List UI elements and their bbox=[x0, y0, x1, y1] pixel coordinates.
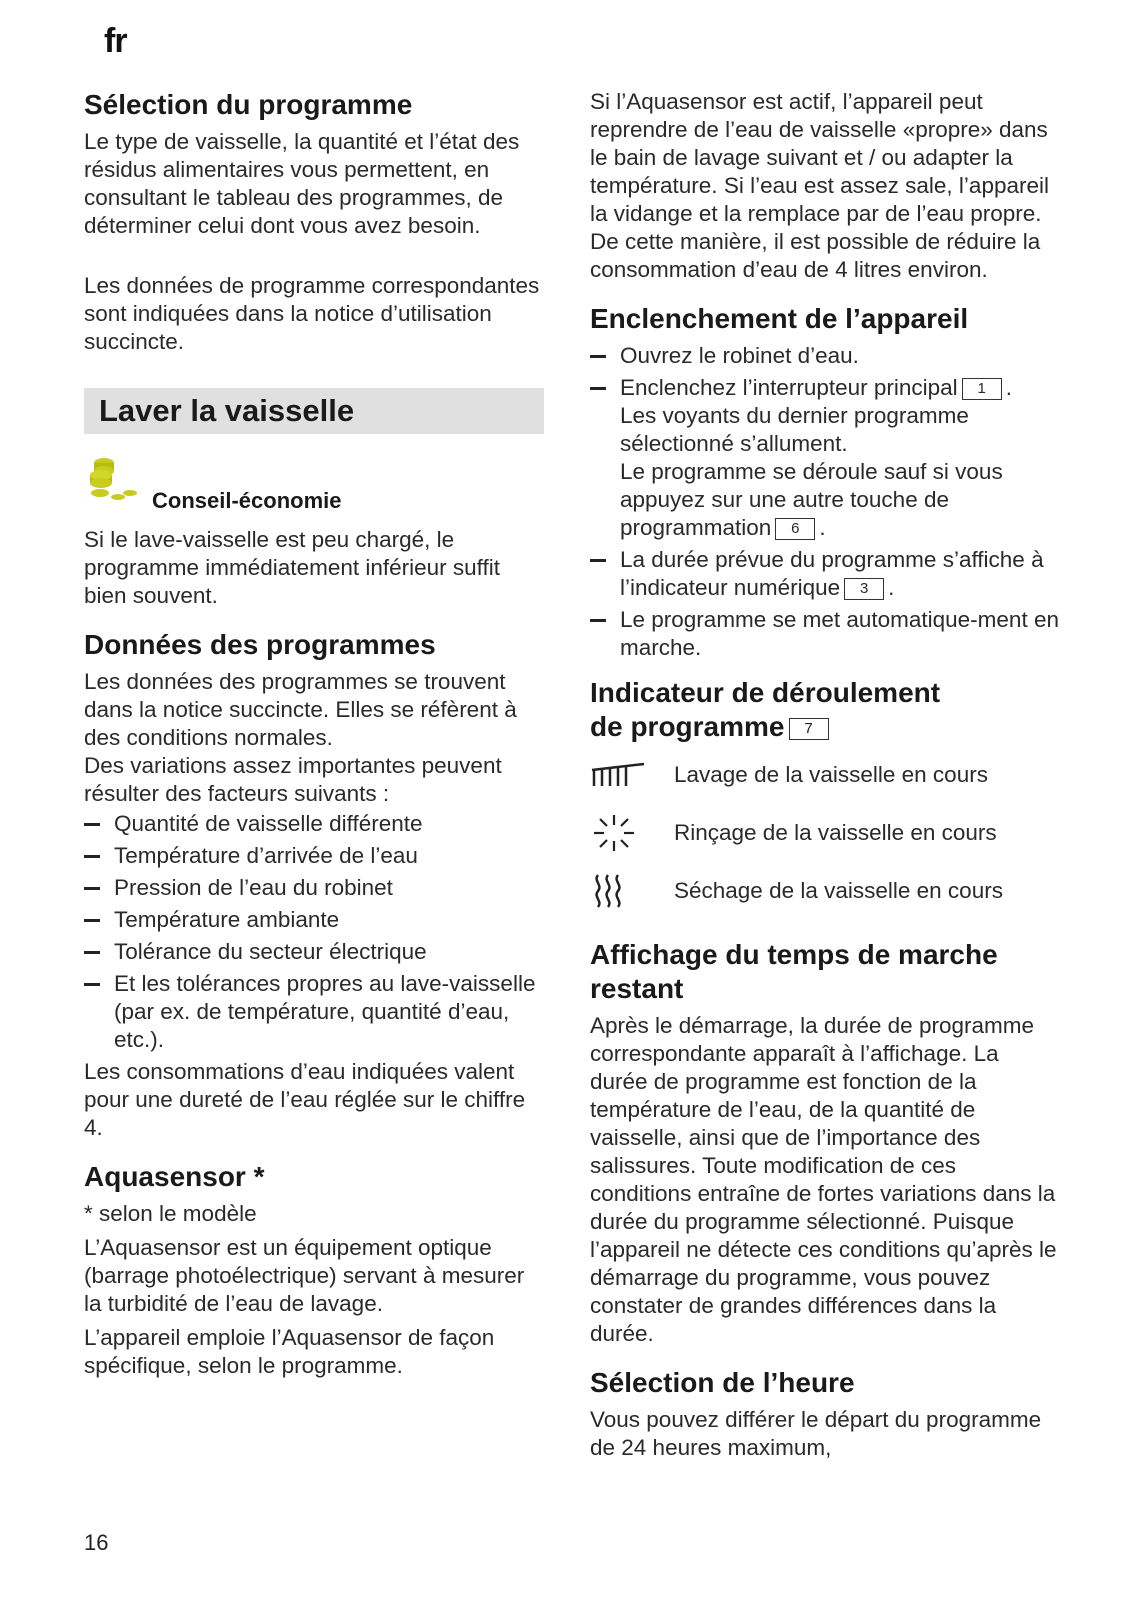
section-title-data: Données des programmes bbox=[84, 629, 436, 660]
aquasensor-paragraph-3: Si l’Aquasensor est actif, l’appareil peut reprendre de l’eau de vaisselle «propre» dans le bain de lavage suivant et / ou adapter la température. Si l’eau est assez sale, l’appareil la vidange et la remplace par de l’eau propre. De cette manière, il est possible de réduire la consommation d’eau de 4 litres environ. bbox=[590, 89, 1049, 282]
list-item: La durée prévue du programme s’affiche à l’indicateur numérique 3 . bbox=[590, 546, 1060, 602]
data-paragraph-1: Les données des programmes se trouvent dans la notice succincte. Elles se réfèrent à des conditions normales. bbox=[84, 669, 517, 750]
section-title-remaining-time: Affichage du temps de marche restant bbox=[590, 939, 998, 1004]
list-item: Le programme se met automatique-ment en marche. bbox=[590, 606, 1060, 662]
aquasensor-paragraph-2: L’appareil emploie l’Aquasensor de façon spécifique, selon le programme. bbox=[84, 1325, 495, 1378]
sparkle-icon bbox=[590, 813, 674, 853]
remaining-time-paragraph: Après le démarrage, la durée de programme correspondante apparaît à l’affichage. La durée de programme est fonction de la température de l’eau, de la quantité de vaisselle, ainsi que de l’importance des salissures. Toute modification de ces conditions entraîne de fortes variations dans la durée du programme sélectionné. Puisque l’appareil ne détecte ces conditions qu’après le démarrage du programme, vous pouvez constater de grandes différences dans la durée. bbox=[590, 1013, 1057, 1346]
language-code: fr bbox=[104, 22, 127, 60]
list-item: Pression de l’eau du robinet bbox=[84, 874, 544, 902]
indicator-wash-label: Lavage de la vaisselle en cours bbox=[674, 762, 988, 787]
aquasensor-note: * selon le modèle bbox=[84, 1201, 257, 1226]
indicator-row-dry bbox=[590, 862, 1060, 920]
list-item: Ouvrez le robinet d’eau. bbox=[590, 342, 1060, 370]
key-box: 1 bbox=[962, 378, 1002, 400]
left-column bbox=[84, 88, 544, 1380]
wash-icon bbox=[590, 760, 674, 790]
section-title-switch-on: Enclenchement de l’appareil bbox=[590, 303, 969, 334]
right-column bbox=[590, 88, 1060, 1462]
coins-icon bbox=[84, 453, 142, 514]
aquasensor-paragraph-1: L’Aquasensor est un équipement optique (barrage photoélectrique) servant à mesurer la turbidité de l’eau de lavage. bbox=[84, 1235, 525, 1316]
page-number: 16 bbox=[84, 1530, 109, 1555]
selection-paragraph-2: Les données de programme correspondantes sont indiquées dans la notice d’utilisation succincte. bbox=[84, 273, 540, 354]
section-band-laver: Laver la vaisselle bbox=[84, 388, 544, 434]
tip-header bbox=[84, 454, 544, 514]
tip-label: Conseil-économie bbox=[152, 488, 342, 513]
list-item: Quantité de vaisselle différente bbox=[84, 810, 544, 838]
section-title-selection: Sélection du programme bbox=[84, 89, 413, 120]
indicator-rinse-label: Rinçage de la vaisselle en cours bbox=[674, 820, 997, 845]
key-box: 3 bbox=[844, 578, 884, 600]
list-item: Enclenchez l’interrupteur principal 1 . Les voyants du dernier programme sélectionné s’allument. Le programme se déroule sauf si vous appuyez sur une autre touche de programmation 6 . bbox=[590, 374, 1060, 542]
data-paragraph-2: Des variations assez importantes peuvent résulter des facteurs suivants : bbox=[84, 753, 502, 806]
switch-on-steps bbox=[590, 342, 1060, 662]
factors-list bbox=[84, 810, 544, 1054]
data-paragraph-3: Les consommations d’eau indiquées valent pour une dureté de l’eau réglée sur le chiffre 4. bbox=[84, 1059, 526, 1140]
selection-paragraph-1: Le type de vaisselle, la quantité et l’état des résidus alimentaires vous permettent, en consultant le tableau des programmes, de déterminer celui dont vous avez besoin. bbox=[84, 129, 520, 238]
section-title-aquasensor: Aquasensor * bbox=[84, 1161, 265, 1192]
list-item: Tolérance du secteur électrique bbox=[84, 938, 544, 966]
section-title-time-selection: Sélection de l’heure bbox=[590, 1367, 855, 1398]
indicator-dry-label: Séchage de la vaisselle en cours bbox=[674, 878, 1003, 903]
list-item: Température d’arrivée de l’eau bbox=[84, 842, 544, 870]
section-title-indicator: Indicateur de déroulement de programme 7 bbox=[590, 677, 941, 742]
indicator-row-wash bbox=[590, 746, 1060, 804]
key-box: 6 bbox=[775, 518, 815, 540]
tip-text: Si le lave-vaisselle est peu chargé, le programme immédiatement inférieur suffit bien souvent. bbox=[84, 527, 500, 608]
indicator-row-rinse bbox=[590, 804, 1060, 862]
key-box: 7 bbox=[789, 718, 829, 740]
steam-icon bbox=[590, 871, 674, 911]
list-item: Et les tolérances propres au lave-vaisselle (par ex. de température, quantité d’eau, etc.). bbox=[84, 970, 544, 1054]
list-item: Température ambiante bbox=[84, 906, 544, 934]
time-selection-paragraph: Vous pouvez différer le départ du programme de 24 heures maximum, bbox=[590, 1407, 1042, 1460]
